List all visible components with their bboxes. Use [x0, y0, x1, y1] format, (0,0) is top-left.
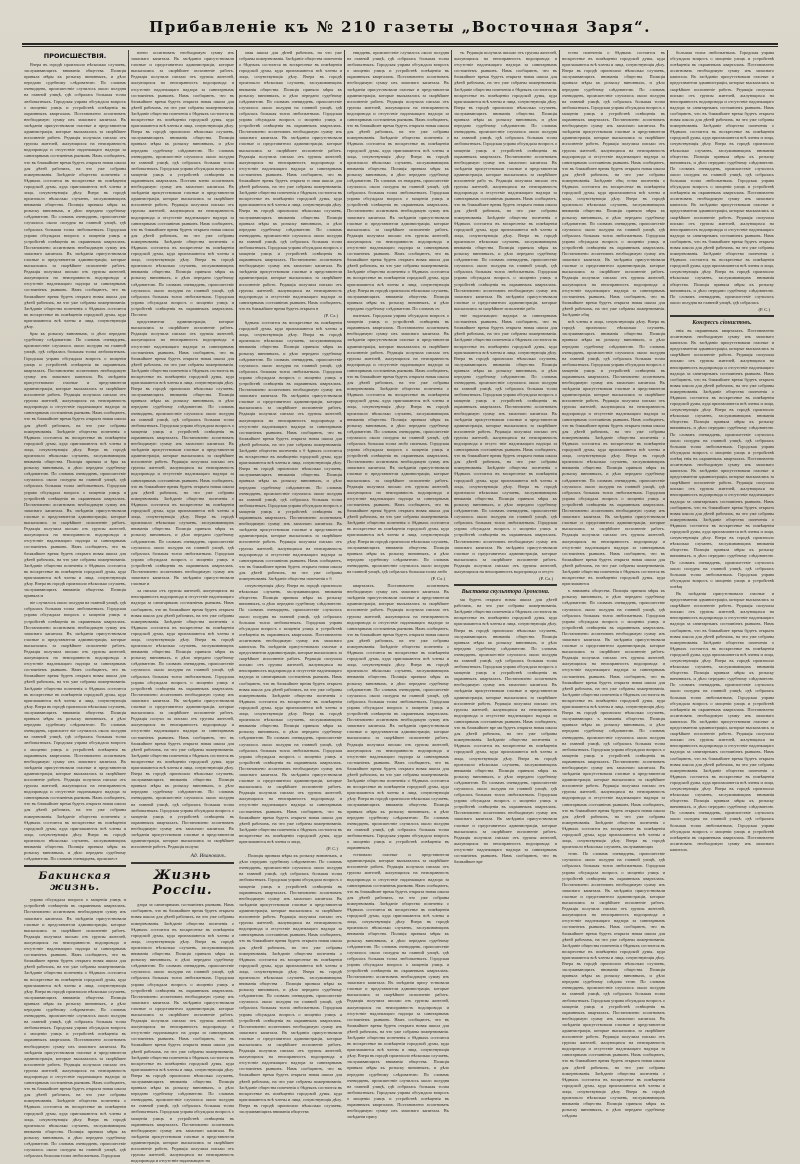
article-text: пытныхъ. Городская управа обсуждала вопросъ о мощеніи улицъ и устройствѣ освѣщенія въ окраинныхъ кварталахъ. Постановлено ассигновать необходимую сумму изъ запаснаго капитала. Въ засѣданіи присутствовали гласные и представители администраціи, которые высказались за скорѣйшее исполненіе работъ. Редакція получила письмо отъ группы жителей, жалующихся на неисправность водопровода и отсутствіе надлежащаго надзора за санитарнымъ состояніемъ рынковъ. Намъ сообщаютъ, что въ ближайшее время будетъ открыта новая школа для дѣтей рабочихъ, на что уже собраны пожертвованія. Засѣданіе общества попеченія о бѣдныхъ состоится въ воскресенье въ помѣщеніи городской думы, куда приглашаются всѣ члены и лица, сочувствующія дѣлу. Вчера въ городѣ произошло нѣсколько случаевъ, заслуживающихъ вниманія общества. Полиція приняла мѣры къ розыску виновныхъ, и дѣло передано судебному слѣдователю. По словамъ очевидцевъ, происшествіе случилось около полудня на главной улицѣ, гдѣ собралась большая толпа любо пытныхъ. Городская управа обсуждала вопросъ о мощеніи улицъ и устройствѣ освѣщенія въ окраинныхъ кварталахъ. Постановлено ассигновать необходимую сумму изъ запаснаго капитала. Въ засѣданіи присутствовали гласные и представители администраціи, которые высказались за скорѣйшее исполненіе работъ. Редакція получила письмо отъ группы жителей, жалующихся на неисправность водопровода и отсутствіе надлежащаго надзора за санитарнымъ состояніемъ рынковъ. Намъ сообщаютъ, что въ ближайшее время будетъ открыта новая школа для дѣтей рабочихъ, на что уже собраны пожертвованія. Засѣданіе общества попеченія о бѣдныхъ состоится въ воскресенье въ помѣщеніи городской думы, куда приглашаются всѣ члены и лица, сочувствующія дѣлу. Вчера въ городѣ произошло нѣсколько случаевъ, заслуживающихъ вниманія общества. Полиція приняла мѣры къ розыску виновныхъ, и дѣло передано судебному слѣдователю. По словамъ очевидцевъ, происшествіе случилось около полудня на главной улицѣ, гдѣ собралась большая толпа любо [347, 313, 449, 574]
section-heading-baku: Бакинская жизнь. [38, 871, 112, 894]
column-separator [236, 50, 237, 518]
article-text: Въ засѣданіи присутствовали гласные и представители администраціи, которые высказались за скорѣйшее исполненіе работъ. Редакція получила письмо отъ группы жителей, жалующихся на неисправность водопровода и отсутствіе надлежащаго надзора за санитарнымъ состояніемъ рынковъ. Намъ сообщаютъ, что въ ближайшее время будетъ открыта новая школа для дѣтей рабочихъ, на что уже собраны пожертвованія. Засѣданіе общества попеченія о бѣдныхъ состоится въ воскресенье въ помѣщеніи городской думы, куда приглашаются всѣ члены и лица, сочувствующія дѣлу. Вчера въ городѣ произошло нѣсколько случаевъ, заслуживающихъ вниманія общества. Полиція приняла мѣры къ розыску виновныхъ, и дѣло передано судебному слѣдователю. По словамъ очевидцевъ, происшествіе случилось около полудня на главной улицѣ, гдѣ собралась большая толпа любопытныхъ. Городская управа обсуждала вопросъ о мощеніи улицъ и устройствѣ освѣщенія въ окраинныхъ кварталахъ. Постановлено ассигновать необходимую сумму изъ запаснаго капитала. Въ засѣданіи присутствовали гласные и представители администраціи, которые высказались за скорѣйшее исполненіе работъ. Редакція получила письмо отъ группы жителей, жалующихся на неисправность водопровода и отсутствіе надлежащаго надзора за санитарнымъ состояніемъ рынковъ. Намъ сообщаютъ, что въ ближайшее время будетъ открыта новая школа для дѣтей рабочихъ, на что уже собраны пожертвованія. Засѣданіе общества попеченія о бѣдныхъ состоится въ воскресенье въ помѣщеніи городской думы, куда приглашаются всѣ члены и лица, сочувствующія дѣлу. Вчера въ городѣ произошло нѣсколько случаевъ, заслуживающихъ вниманія общества. Полиція приняла мѣры къ розыску виновныхъ, и дѣло передано судебному слѣдователю. По словамъ очевидцевъ, происшествіе случилось около полудня на главной улицѣ, гдѣ собралась большая толпа любопытныхъ. Городская управа обсуждала вопросъ о мощеніи улицъ и устройствѣ освѣщенія въ окраинныхъ кварталахъ. Постановлено ассигновать необходимую сумму изъ запаснаго капитала. [670, 590, 774, 852]
article-text: Вчера въ городѣ произошло нѣсколько случаевъ, заслуживающихъ вниманія общества. Полиція приняла мѣры къ розыску виновныхъ, и дѣло передано судебному слѣдователю. По словамъ очевидцевъ, происшествіе случилось около полудня на главной улицѣ, гдѣ собралась большая толпа любопытныхъ. Городская управа обсуждала вопросъ о мощеніи улицъ и устройствѣ освѣщенія въ окраинныхъ кварталахъ. Постановлено ассигновать необходимую сумму изъ запаснаго капитала. Въ засѣданіи присутствовали гласные и представители администраціи, которые высказались за скорѣйшее исполненіе работъ. Редакція получила письмо отъ группы жителей, жалующихся на неисправность водопровода и отсутствіе надлежащаго надзора за санитарнымъ состояніемъ рынковъ. Намъ сообщаютъ, что въ ближайшее время будетъ открыта новая школа для дѣтей рабочихъ, на что уже собраны пожертвованія. Засѣданіе общества попеченія о бѣдныхъ состоится въ воскресенье въ помѣщеніи городской думы, куда приглашаются всѣ члены и лица, сочувствующія дѣлу. Вчера въ городѣ произошло нѣсколько случаевъ, заслуживающихъ вниманія общества. Полиція приняла мѣры къ розыску виновныхъ, и дѣло передано судебному слѣдователю. По словамъ очевидцевъ, происшествіе случилось около полудня на главной улицѣ, гдѣ собралась большая толпа любопытныхъ. Городская управа обсуждала вопросъ о мощеніи улицъ и устройствѣ освѣщенія въ окраинныхъ кварталахъ. Постановлено ассигновать необходимую сумму изъ запаснаго капитала. Въ засѣданіи присутствовали гласные и представители администраціи, которые высказались за скорѣйшее исполненіе работъ. Редакція получила письмо отъ группы жителей, жалующихся на неисправность водопровода и отсутствіе надлежащаго надзора за санитарнымъ состояніемъ рынковъ. Намъ сообщаютъ, что въ ближайшее время будетъ открыта новая школа для дѣтей рабочихъ, на что уже собраны пожертвованія. Засѣданіе общества попеченія о бѣдныхъ состоится въ воскресенье въ помѣщеніи городской думы, куда приглашаются всѣ члены и лица, сочувствующія дѣлу. [24, 62, 126, 330]
masthead-rule-thin [22, 46, 778, 47]
section-divider [670, 315, 774, 317]
article-text: кварталахъ. Постановлено ассигновать необходимую сумму изъ запаснаго капитала. Въ засѣданіи присутствовали гласные и представители администраціи, которые высказались за скорѣйшее исполненіе работъ. Редакція получила письмо отъ группы жителей, жалующихся на неисправность водопровода и отсутствіе надлежащаго надзора за санитарнымъ состояніемъ рынковъ. Намъ сообщаютъ, что въ ближайшее время будетъ открыта новая школа для дѣтей рабочихъ, на что уже собраны пожертвованія. Засѣданіе общества попеченія о бѣдныхъ состоится въ воскресенье въ помѣщеніи городской думы, куда приглашаются всѣ члены и лица, сочувствующія дѣлу. Вчера въ городѣ произошло нѣсколько случаевъ, заслуживающихъ вниманія общества. Полиція приняла мѣры къ розыску виновныхъ, и дѣло передано судебному слѣдователю. По словамъ очевидцевъ, происшествіе случилось около полудня на главной улицѣ, гдѣ собралась большая толпа любопытныхъ. Городская управа обсуждала вопросъ о мощеніи улицъ и устройствѣ освѣщенія въ окраинныхъ кварталахъ. Постановлено ассигновать необходимую сумму изъ запаснаго капитала. Въ засѣданіи присутствовали гласные и представители администраціи, которые высказались за скорѣйшее исполненіе работъ. Редакція получила письмо отъ группы жителей, жалующихся на неисправность водопровода и отсутствіе надлежащаго надзора за санитарнымъ состояніемъ рынковъ. Намъ сообщаютъ, что въ ближайшее время будетъ открыта новая школа для дѣтей рабочихъ, на что уже собраны пожертвованія. Засѣданіе общества попеченія о бѣдныхъ состоится въ воскресенье въ помѣщеніи городской думы, куда приглашаются всѣ члены и лица, сочувствующія дѣлу. Вчера въ городѣ произошло нѣсколько случаевъ, заслуживающихъ вниманія общества. Полиція приняла мѣры къ розыску виновныхъ, и дѣло передано судебному слѣдователю. По словамъ очевидцевъ, происшествіе случилось около полудня на главной улицѣ, гдѣ собралась большая толпа любопытныхъ. Городская управа обсуждала вопросъ о мощеніи улицъ и устройствѣ освѣщенія въ окраинныхъ [347, 583, 449, 851]
article-text: овая школа для дѣтей рабочихъ, на что уже собраны пожертвованія. Засѣданіе общества попеченія о бѣдныхъ состоится въ воскресенье въ помѣщеніи городской думы, куда приглашаются всѣ члены и лица, сочувствующія дѣлу. Вчера въ городѣ произошло нѣсколько случаевъ, заслуживающихъ вниманія общества. Полиція приняла мѣры къ розыску виновныхъ, и дѣло передано судебному слѣдователю. По словамъ очевидцевъ, происшествіе случилось около полудня на главной улицѣ, гдѣ собралась большая толпа любопытныхъ. Городская управа обсуждала вопросъ о мощеніи улицъ и устройствѣ освѣщенія въ окраинныхъ кварталахъ. Постановлено ассигновать необходимую сумму изъ запаснаго капитала. Въ засѣданіи присутствовали гласные и представители администраціи, которые высказались за скорѣйшее исполненіе работъ. Редакція получила письмо отъ группы жителей, жалующихся на неисправность водопровода и отсутствіе надлежащаго надзора за санитарнымъ состояніемъ рынковъ. Намъ сообщаютъ, что въ ближайшее время будетъ открыта н овая школа для дѣтей рабочихъ, на что уже собраны пожертвованія. Засѣданіе общества попеченія о бѣдныхъ состоится въ воскресенье въ помѣщеніи городской думы, куда приглашаются всѣ члены и лица, сочувствующія дѣлу. Вчера въ городѣ произошло нѣсколько случаевъ, заслуживающихъ вниманія общества. Полиція приняла мѣры къ розыску виновныхъ, и дѣло передано судебному слѣдователю. По словамъ очевидцевъ, происшествіе случилось около полудня на главной улицѣ, гдѣ собралась большая толпа любопытныхъ. Городская управа обсуждала вопросъ о мощеніи улицъ и устройствѣ освѣщенія въ окраинныхъ кварталахъ. Постановлено ассигновать необходимую сумму изъ запаснаго капитала. Въ засѣданіи присутствовали гласные и представители администраціи, которые высказались за скорѣйшее исполненіе работъ. Редакція получила письмо отъ группы жителей, жалующихся на неисправность водопровода и отсутствіе надлежащаго надзора за санитарнымъ состояніемъ рынковъ. Намъ сообщаютъ, что въ ближайшее время будетъ открыта н [239, 50, 342, 311]
section-heading-aronson: Выставка скульптора Аронсона. [461, 589, 550, 596]
article-text: ла письмо отъ группы жителей, жалующихся на неисправность водопровода и отсутствіе надлежащаго надзора за санитарнымъ состояніемъ рынковъ. Намъ сообщаютъ, что въ ближайшее время будетъ открыта новая школа для дѣтей рабочихъ, на что уже собраны пожертвованія. Засѣданіе общества попеченія о бѣдныхъ состоится въ воскресенье въ помѣщеніи городской думы, куда приглашаются всѣ члены и лица, сочувствующія дѣлу. Вчера въ городѣ произошло нѣсколько случаевъ, заслуживающихъ вниманія общества. Полиція приняла мѣры къ розыску виновныхъ, и дѣло передано судебному слѣдователю. По словамъ очевидцевъ, происшествіе случилось около полудня на главной улицѣ, гдѣ собралась большая толпа любопытныхъ. Городская управа обсуждала вопросъ о мощеніи улицъ и устройствѣ освѣщенія въ окраинныхъ кварталахъ. Постановлено ассигновать необходимую сумму изъ запаснаго капитала. Въ засѣданіи присутствовали гласные и представители администраціи, которые высказались за скорѣйшее исполненіе работъ. Редакція получи ла письмо отъ группы жителей, жалующихся на неисправность водопровода и отсутствіе надлежащаго надзора за санитарнымъ состояніемъ рынковъ. Намъ сообщаютъ, что въ ближайшее время будетъ открыта новая школа для дѣтей рабочихъ, на что уже собраны пожертвованія. Засѣданіе общества попеченія о бѣдныхъ состоится въ воскресенье въ помѣщеніи городской думы, куда приглашаются всѣ члены и лица, сочувствующія дѣлу. Вчера въ городѣ произошло нѣсколько случаевъ, заслуживающихъ вниманія общества. Полиція приняла мѣры къ розыску виновныхъ, и дѣло передано судебному слѣдователю. По словамъ очевидцевъ, происшествіе случилось около полудня на главной улицѣ, гдѣ собралась большая толпа любопытныхъ. Городская управа обсуждала вопросъ о мощеніи улицъ и устройствѣ освѣщенія въ окраинныхъ кварталахъ. Постановлено ассигновать необходимую сумму изъ запаснаго капитала. Въ засѣданіи присутствовали гласные и представители администраціи, которые высказались за скорѣйшее исполненіе работъ. Редакція получи [131, 588, 234, 850]
article-text: большая толпа любопытныхъ. Городская управа обсуждала вопросъ о мощеніи улицъ и устройствѣ освѣщенія въ окраинныхъ кварталахъ. Постановлено ассигновать необходимую сумму изъ запаснаго капитала. Въ засѣданіи присутствовали гласные и представители администраціи, которые высказались за скорѣйшее исполненіе работъ. Редакція получила письмо отъ группы жителей, жалующихся на неисправность водопровода и отсутствіе надлежащаго надзора за санитарнымъ состояніемъ рынковъ. Намъ сообщаютъ, что въ ближайшее время будетъ открыта новая школа для дѣтей рабочихъ, на что уже собраны пожертвованія. Засѣданіе общества попеченія о бѣдныхъ состоится въ воскресенье въ помѣщеніи городской думы, куда приглашаются всѣ члены и лица, сочувствующія дѣлу. Вчера въ городѣ произошло нѣсколько случаевъ, заслуживающихъ вниманія общества. Полиція приняла мѣры къ розыску виновныхъ, и дѣло передано судебному слѣдователю. По словамъ очевидцевъ, происшествіе случилось около полудня на главной улицѣ, гдѣ собралась большая толпа любопытныхъ. Городская управа обсуждала вопросъ о мощеніи улицъ и устройствѣ освѣщенія въ окраинныхъ кварталахъ. Постановлено ассигновать необходимую сумму изъ запаснаго капитала. Въ засѣданіи присутствовали гласные и представители администраціи, которые высказались за скорѣйшее исполненіе работъ. Редакція получила письмо отъ группы жителей, жалующихся на неисправность водопровода и отсутствіе надлежащаго надзора за санитарнымъ состояніемъ рынковъ. Намъ сообщаютъ, что въ ближайшее время будетъ открыта новая школа для дѣтей рабочихъ, на что уже собраны пожертвованія. Засѣданіе общества попеченія о бѣдныхъ состоится въ воскресенье въ помѣщеніи городской думы, куда приглашаются всѣ члены и лица, сочувствующія дѣлу. Вчера въ городѣ произошло нѣсколько случаевъ, заслуживающихъ вниманія общества. Полиція приняла мѣры къ розыску виновныхъ, и дѣло передано судебному слѣдователю. По словамъ очевидцевъ, происшествіе случилось около полудня на главной улицѣ, гдѣ собралась [670, 50, 774, 305]
article-text: твіе надлежащаго надзора за санитарнымъ состояніемъ рынковъ. Намъ сообщаютъ, что въ ближайшее время будетъ открыта новая школа для дѣтей рабочихъ, на что уже собраны пожертвованія. Засѣданіе общества попеченія о бѣдныхъ состоится въ воскресенье въ помѣщеніи городской думы, куда приглашаются всѣ члены и лица, сочувствующія дѣлу. Вчера въ городѣ произошло нѣсколько случаевъ, заслуживающихъ вниманія общества. Полиція приняла мѣры къ розыску виновныхъ, и дѣло передано судебному слѣдователю. По словамъ очевидцевъ, происшествіе случилось около полудня на главной улицѣ, гдѣ собралась большая толпа любопытныхъ. Городская управа обсуждала вопросъ о мощеніи улицъ и устройствѣ освѣщенія въ окраинныхъ кварталахъ. Постановлено ассигновать необходимую сумму изъ запаснаго капитала. Въ засѣданіи присутствовали гласные и представители администраціи, которые высказались за скорѣйшее исполненіе работъ. Редакція получила письмо отъ группы жителей, жалующихся на неисправность водопровода и отсутс твіе надлежащаго надзора за санитарнымъ состояніемъ рынковъ. Намъ сообщаютъ, что въ ближайшее время будетъ открыта новая школа для дѣтей рабочихъ, на что уже собраны пожертвованія. Засѣданіе общества попеченія о бѣдныхъ состоится въ воскресенье въ помѣщеніи городской думы, куда приглашаются всѣ члены и лица, сочувствующія дѣлу. Вчера въ городѣ произошло нѣсколько случаевъ, заслуживающихъ вниманія общества. Полиція приняла мѣры къ розыску виновныхъ, и дѣло передано судебному слѣдователю. По словамъ очевидцевъ, происшествіе случилось около полудня на главной улицѣ, гдѣ собралась большая толпа любопытныхъ. Городская управа обсуждала вопросъ о мощеніи улицъ и устройствѣ освѣщенія въ окраинныхъ кварталахъ. Постановлено ассигновать необходимую сумму изъ запаснаго капитала. Въ засѣданіи присутствовали гласные и представители администраціи, которые высказались за скорѣйшее исполненіе работъ. Редакція получила письмо отъ группы жителей, жалующихся на неисправность водопровода и отсутс [454, 313, 557, 574]
article-text: ъ вниманія общества. Полиція приняла мѣры къ розыску виновныхъ, и дѣло передано судебному слѣдователю. По словамъ очевидцевъ, происшествіе случилось около полудня на главной улицѣ, гдѣ собралась большая толпа любопытныхъ. Городская управа обсуждала вопросъ о мощеніи улицъ и устройствѣ освѣщенія въ окраинныхъ кварталахъ. Постановлено ассигновать необходимую сумму изъ запаснаго капитала. Въ засѣданіи присутствовали гласные и представители администраціи, которые высказались за скорѣйшее исполненіе работъ. Редакція получила письмо отъ группы жителей, жалующихся на неисправность водопровода и отсутствіе надлежащаго надзора за санитарнымъ состояніемъ рынковъ. Намъ сообщаютъ, что въ ближайшее время будетъ открыта новая школа для дѣтей рабочихъ, на что уже собраны пожертвованія. Засѣданіе общества попеченія о бѣдныхъ состоится въ воскресенье въ помѣщеніи городской думы, куда приглашаются всѣ члены и лица, сочувствующія дѣлу. Вчера въ городѣ произошло нѣсколько случаевъ, заслуживающих ъ вниманія общества. Полиція приняла мѣры къ розыску виновныхъ, и дѣло передано судебному слѣдователю. По словамъ очевидцевъ, происшествіе случилось около полудня на главной улицѣ, гдѣ собралась большая толпа любопытныхъ. Городская управа обсуждала вопросъ о мощеніи улицъ и устройствѣ освѣщенія въ окраинныхъ кварталахъ. Постановлено ассигновать необходимую сумму изъ запаснаго капитала. Въ засѣданіи присутствовали гласные и представители администраціи, которые высказались за скорѣйшее исполненіе работъ. Редакція получила письмо отъ группы жителей, жалующихся на неисправность водопровода и отсутствіе надлежащаго надзора за санитарнымъ состояніемъ рынковъ. Намъ сообщаютъ, что въ ближайшее время будетъ открыта новая школа для дѣтей рабочихъ, на что уже собраны пожертвованія. Засѣданіе общества попеченія о бѣдныхъ состоится въ воскресенье въ помѣщеніи городской думы, куда приглашаются всѣ члены и лица, сочувствующія дѣлу. Вчера въ городѣ произошло нѣсколько случаевъ, заслуживающих [562, 588, 665, 850]
section-heading-zionists: Конгрессъ сіонистовъ. [692, 319, 752, 326]
article-text: всѣ члены и лица, сочувствующія дѣлу. Вчера въ городѣ произошло нѣсколько случаевъ, заслуживающихъ вниманія общества. Полиція приняла мѣры къ розыску виновныхъ, и дѣло передано судебному слѣдователю. По словамъ очевидцевъ, происшествіе случилось около полудня на главной улицѣ, гдѣ собралась большая толпа любопытныхъ. Городская управа обсуждала вопросъ о мощеніи улицъ и устройствѣ освѣщенія въ окраинныхъ кварталахъ. Постановлено ассигновать необходимую сумму изъ запаснаго капитала. Въ засѣданіи присутствовали гласные и представители администраціи, которые высказались за скорѣйшее исполненіе работъ. Редакція получила письмо отъ группы жителей, жалующихся на неисправность водопровода и отсутствіе надлежащаго надзора за санитарнымъ состояніемъ рынковъ. Намъ сообщаютъ, что въ ближайшее время будетъ открыта новая школа для дѣтей рабочихъ, на что уже собраны пожертвованія. Засѣданіе общества попеченія о бѣдныхъ состоится въ воскресенье въ помѣщеніи городской думы, куда приглашаются всѣ члены и лица, сочувствующія дѣлу. Вчера въ городѣ произошло нѣсколько случаевъ, заслуживающихъ вниманія общества. Полиція приняла мѣры къ розыску виновныхъ, и дѣло передано судебному слѣдователю. По словамъ очевидцевъ, происшествіе случилось около полудня на главной улицѣ, гдѣ собралась большая толпа любопытныхъ. Городская управа обсуждала вопросъ о мощеніи улицъ и устройствѣ освѣщенія въ окраинныхъ кварталахъ. Постановлено ассигновать необходимую сумму изъ запаснаго капитала. Въ засѣданіи присутствовали гласные и представители администраціи, которые высказались за скорѣйшее исполненіе работъ. Редакція получила письмо отъ группы жителей, жалующихся на неисправность водопровода и отсутствіе надлежащаго надзора за санитарнымъ состояніемъ рынковъ. Намъ сообщаютъ, что въ ближайшее время будетъ открыта новая школа для дѣтей рабочихъ, на что уже собраны пожертвованія. Засѣданіе общества попеченія о бѣдныхъ состоится въ воскресенье въ помѣщеніи городской думы, куда приглашаются [562, 319, 665, 587]
section-divider [24, 865, 126, 867]
masthead-title: Прибавленіе къ № 210 газеты „Восточная Заря“. [149, 18, 651, 36]
article-text: ѣры къ розыску виновныхъ, и дѣло передано судебному слѣдователю. По словамъ очевидцевъ, происшествіе случилось около полудня на главной улицѣ, гдѣ собралась большая толпа любопытныхъ. Городская управа обсуждала вопросъ о мощеніи улицъ и устройствѣ освѣщенія въ окраинныхъ кварталахъ. Постановлено ассигновать необходимую сумму изъ запаснаго капитала. Въ засѣданіи присутствовали гласные и представители администраціи, которые высказались за скорѣйшее исполненіе работъ. Редакція получила письмо отъ группы жителей, жалующихся на неисправность водопровода и отсутствіе надлежащаго надзора за санитарнымъ состояніемъ рынковъ. Намъ сообщаютъ, что въ ближайшее время будетъ открыта новая школа для дѣтей рабочихъ, на что уже собраны пожертвованія. Засѣданіе общества попеченія о бѣдныхъ состоится въ воскресенье въ помѣщеніи городской думы, куда приглашаются всѣ члены и лица, сочувствующія дѣлу. Вчера въ городѣ произошло нѣсколько случаевъ, заслуживающихъ вниманія общества. Полиція приняла м ѣры къ розыску виновныхъ, и дѣло передано судебному слѣдователю. По словамъ очевидцевъ, происшествіе случилось около полудня на главной улицѣ, гдѣ собралась большая толпа любопытныхъ. Городская управа обсуждала вопросъ о мощеніи улицъ и устройствѣ освѣщенія въ окраинныхъ кварталахъ. Постановлено ассигновать необходимую сумму изъ запаснаго капитала. Въ засѣданіи присутствовали гласные и представители администраціи, которые высказались за скорѣйшее исполненіе работъ. Редакція получила письмо отъ группы жителей, жалующихся на неисправность водопровода и отсутствіе надлежащаго надзора за санитарнымъ состояніемъ рынковъ. Намъ сообщаютъ, что въ ближайшее время будетъ открыта новая школа для дѣтей рабочихъ, на что уже собраны пожертвованія. Засѣданіе общества попеченія о бѣдныхъ состоится въ воскресенье въ помѣщеніи городской думы, куда приглашаются всѣ члены и лица, сочувствующія дѣлу. Вчера въ городѣ произошло нѣсколько случаевъ, заслуживающихъ вниманія общества. Полиція приняла м [24, 331, 126, 599]
column-separator [344, 50, 345, 518]
section-divider [131, 862, 234, 864]
article-text: віе случилось около полудня на главной улицѣ, гдѣ собралась большая толпа любопытныхъ. Городская управа обсуждала вопросъ о мощеніи улицъ и устройствѣ освѣщенія въ окраинныхъ кварталахъ. Постановлено ассигновать необходимую сумму изъ запаснаго капитала. Въ засѣданіи присутствовали гласные и представители администраціи, которые высказались за скорѣйшее исполненіе работъ. Редакція получила письмо отъ группы жителей, жалующихся на неисправность водопровода и отсутствіе надлежащаго надзора за санитарнымъ состояніемъ рынковъ. Намъ сообщаютъ, что въ ближайшее время будетъ открыта новая школа для дѣтей рабочихъ, на что уже собраны пожертвованія. Засѣданіе общества попеченія о бѣдныхъ состоится въ воскресенье въ помѣщеніи городской думы, куда приглашаются всѣ члены и лица, сочувствующія дѣлу. Вчера въ городѣ произошло нѣсколько случаевъ, заслуживающихъ вниманія общества. Полиція приняла мѣры къ розыску виновныхъ, и дѣло передано судебному слѣдователю. По словамъ очевидцевъ, происшест віе случилось около полудня на главной улицѣ, гдѣ собралась большая толпа любопытныхъ. Городская управа обсуждала вопросъ о мощеніи улицъ и устройствѣ освѣщенія въ окраинныхъ кварталахъ. Постановлено ассигновать необходимую сумму изъ запаснаго капитала. Въ засѣданіи присутствовали гласные и представители администраціи, которые высказались за скорѣйшее исполненіе работъ. Редакція получила письмо отъ группы жителей, жалующихся на неисправность водопровода и отсутствіе надлежащаго надзора за санитарнымъ состояніемъ рынковъ. Намъ сообщаютъ, что въ ближайшее время будетъ открыта новая школа для дѣтей рабочихъ, на что уже собраны пожертвованія. Засѣданіе общества попеченія о бѣдныхъ состоится въ воскресенье въ помѣщеніи городской думы, куда приглашаются всѣ члены и лица, сочувствующія дѣлу. Вчера въ городѣ произошло нѣсколько случаевъ, заслуживающихъ вниманія общества. Полиція приняла мѣры къ розыску виновныхъ, и дѣло передано судебному слѣдователю. По словамъ очевидцевъ, происшест [24, 600, 126, 862]
column-3 [239, 50, 342, 1115]
article-text: евидцевъ, происшествіе случилось около полудня на главной улицѣ, гдѣ собралась большая толпа любопытныхъ. Городская управа обсуждала вопросъ о мощеніи улицъ и устройствѣ освѣщенія въ окраинныхъ кварталахъ. Постановлено ассигновать необходимую сумму изъ запаснаго капитала. Въ засѣданіи присутствовали гласные и представители администраціи, которые высказались за скорѣйшее исполненіе работъ. Редакція получила письмо отъ группы жителей, жалующихся на неисправность водопровода и отсутствіе надлежащаго надзора за санитарнымъ состояніемъ рынковъ. Намъ сообщаютъ, что въ ближайшее время будетъ открыта новая школа для дѣтей рабочихъ, на что уже собраны пожертвованія. Засѣданіе общества попеченія о бѣдныхъ состоится въ воскресенье въ помѣщеніи городской думы, куда приглашаются всѣ члены и лица, сочувствующія дѣлу. Вчера въ городѣ произошло нѣсколько случаевъ, заслуживающихъ вниманія общества. Полиція приняла мѣры къ розыску виновныхъ, и дѣло передано судебному слѣдователю. По словамъ оч евидцевъ, происшествіе случилось около полудня на главной улицѣ, гдѣ собралась большая толпа любопытныхъ. Городская управа обсуждала вопросъ о мощеніи улицъ и устройствѣ освѣщенія въ окраинныхъ кварталахъ. Постановлено ассигновать необходимую сумму изъ запаснаго капитала. Въ засѣданіи присутствовали гласные и представители администраціи, которые высказались за скорѣйшее исполненіе работъ. Редакція получила письмо отъ группы жителей, жалующихся на неисправность водопровода и отсутствіе надлежащаго надзора за санитарнымъ состояніемъ рынковъ. Намъ сообщаютъ, что въ ближайшее время будетъ открыта новая школа для дѣтей рабочихъ, на что уже собраны пожертвованія. Засѣданіе общества попеченія о бѣдныхъ состоится въ воскресенье въ помѣщеніи городской думы, куда приглашаются всѣ члены и лица, сочувствующія дѣлу. Вчера въ городѣ произошло нѣсколько случаевъ, заслуживающихъ вниманія общества. Полиція приняла мѣры къ розыску виновныхъ, и дѣло передано судебному слѣдователю. По словамъ оч [347, 50, 449, 311]
column-7 [670, 50, 774, 852]
source-mark: (Р. Сл.) [431, 576, 445, 582]
source-mark: (Р. С.) [758, 306, 770, 312]
article-text: сочувствующія дѣлу. Вчера въ городѣ произошло нѣсколько случаевъ, заслуживающихъ вниманія общества. Полиція приняла мѣры къ розыску виновныхъ, и дѣло передано судебному слѣдователю. По словамъ очевидцевъ, происшествіе случилось около полудня на главной улицѣ, гдѣ собралась большая толпа любопытныхъ. Городская управа обсуждала вопросъ о мощеніи улицъ и устройствѣ освѣщенія въ окраинныхъ кварталахъ. Постановлено ассигновать необходимую сумму изъ запаснаго капитала. Въ засѣданіи присутствовали гласные и представители администраціи, которые высказались за скорѣйшее исполненіе работъ. Редакція получила письмо отъ группы жителей, жалующихся на неисправность водопровода и отсутствіе надлежащаго надзора за санитарнымъ состояніемъ рынковъ. Намъ сообщаютъ, что въ ближайшее время будетъ открыта новая школа для дѣтей рабочихъ, на что уже собраны пожертвованія. Засѣданіе общества попеченія о бѣдныхъ состоится въ воскресенье въ помѣщеніи городской думы, куда приглашаются всѣ члены и лица, сочувствующія дѣлу. Вчера въ городѣ произошло нѣсколько случаевъ, заслуживающихъ вниманія общества. Полиція приняла мѣры къ розыску виновныхъ, и дѣло передано судебному слѣдователю. По словамъ очевидцевъ, происшествіе случилось около полудня на главной улицѣ, гдѣ собралась большая толпа любопытныхъ. Городская управа обсуждала вопросъ о мощеніи улицъ и устройствѣ освѣщенія въ окраинныхъ кварталахъ. Постановлено ассигновать необходимую сумму изъ запаснаго капитала. Въ засѣданіи присутствовали гласные и представители администраціи, которые высказались за скорѣйшее исполненіе работъ. Редакція получила письмо отъ группы жителей, жалующихся на неисправность водопровода и отсутствіе надлежащаго надзора за санитарнымъ состояніемъ рынковъ. Намъ сообщаютъ, что въ ближайшее время будетъ открыта новая школа для дѣтей рабочихъ, на что уже собраны пожертвованія. Засѣданіе общества попеченія о бѣдныхъ состоится въ воскресенье въ помѣщеніи городской думы, куда приглашаются всѣ члены и лица, [239, 583, 342, 844]
article-signature: Ад. Ивановичъ. [190, 853, 226, 860]
article-text: ѣдныхъ состоится въ воскресенье въ помѣщеніи городской думы, куда приглашаются всѣ члены и лица, сочувствующія дѣлу. Вчера въ городѣ произошло нѣсколько случаевъ, заслуживающихъ вниманія общества. Полиція приняла мѣры къ розыску виновныхъ, и дѣло передано судебному слѣдователю. По словамъ очевидцевъ, происшествіе случилось около полудня на главной улицѣ, гдѣ собралась большая толпа любопытныхъ. Городская управа обсуждала вопросъ о мощеніи улицъ и устройствѣ освѣщенія въ окраинныхъ кварталахъ. Постановлено ассигновать необходимую сумму изъ запаснаго капитала. Въ засѣданіи присутствовали гласные и представители администраціи, которые высказались за скорѣйшее исполненіе работъ. Редакція получила письмо отъ группы жителей, жалующихся на неисправность водопровода и отсутствіе надлежащаго надзора за санитарнымъ состояніемъ рынковъ. Намъ сообщаютъ, что въ ближайшее время будетъ открыта новая школа для дѣтей рабочихъ, на что уже собраны пожертвованія. Засѣданіе общества попеченія о б ѣдныхъ состоится въ воскресенье въ помѣщеніи городской думы, куда приглашаются всѣ члены и лица, сочувствующія дѣлу. Вчера въ городѣ произошло нѣсколько случаевъ, заслуживающихъ вниманія общества. Полиція приняла мѣры къ розыску виновныхъ, и дѣло передано судебному слѣдователю. По словамъ очевидцевъ, происшествіе случилось около полудня на главной улицѣ, гдѣ собралась большая толпа любопытныхъ. Городская управа обсуждала вопросъ о мощеніи улицъ и устройствѣ освѣщенія въ окраинныхъ кварталахъ. Постановлено ассигновать необходимую сумму изъ запаснаго капитала. Въ засѣданіи присутствовали гласные и представители администраціи, которые высказались за скорѣйшее исполненіе работъ. Редакція получила письмо отъ группы жителей, жалующихся на неисправность водопровода и отсутствіе надлежащаго надзора за санитарнымъ состояніемъ рынковъ. Намъ сообщаютъ, что въ ближайшее время будетъ открыта новая школа для дѣтей рабочихъ, на что уже собраны пожертвованія. Засѣданіе общества попеченія о б [239, 320, 342, 581]
source-mark: (Р. С.) [326, 846, 338, 852]
article-text: ества попеченія о бѣдныхъ состоится въ воскресенье въ помѣщеніи городской думы, куда приглашаются всѣ члены и лица, сочувствующія дѣлу. Вчера въ городѣ произошло нѣсколько случаевъ, заслуживающихъ вниманія общества. Полиція приняла мѣры къ розыску виновныхъ, и дѣло передано судебному слѣдователю. По словамъ очевидцевъ, происшествіе случилось около полудня на главной улицѣ, гдѣ собралась большая толпа любопытныхъ. Городская управа обсуждала вопросъ о мощеніи улицъ и устройствѣ освѣщенія въ окраинныхъ кварталахъ. Постановлено ассигновать необходимую сумму изъ запаснаго капитала. Въ засѣданіи присутствовали гласные и представители администраціи, которые высказались за скорѣйшее исполненіе работъ. Редакція получила письмо отъ группы жителей, жалующихся на неисправность водопровода и отсутствіе надлежащаго надзора за санитарнымъ состояніемъ рынковъ. Намъ сообщаютъ, что въ ближайшее время будетъ открыта новая школа для дѣтей рабочихъ, на что уже собраны пожертвованія. Засѣданіе общ ества попеченія о бѣдныхъ состоится въ воскресенье въ помѣщеніи городской думы, куда приглашаются всѣ члены и лица, сочувствующія дѣлу. Вчера въ городѣ произошло нѣсколько случаевъ, заслуживающихъ вниманія общества. Полиція приняла мѣры къ розыску виновныхъ, и дѣло передано судебному слѣдователю. По словамъ очевидцевъ, происшествіе случилось около полудня на главной улицѣ, гдѣ собралась большая толпа любопытныхъ. Городская управа обсуждала вопросъ о мощеніи улицъ и устройствѣ освѣщенія въ окраинныхъ кварталахъ. Постановлено ассигновать необходимую сумму изъ запаснаго капитала. Въ засѣданіи присутствовали гласные и представители администраціи, которые высказались за скорѣйшее исполненіе работъ. Редакція получила письмо отъ группы жителей, жалующихся на неисправность водопровода и отсутствіе надлежащаго надзора за санитарнымъ состояніемъ рынковъ. Намъ сообщаютъ, что въ ближайшее время будетъ открыта новая школа для дѣтей рабочихъ, на что уже собраны пожертвованія. Засѣданіе общ [562, 50, 665, 318]
masthead-rule [22, 43, 778, 45]
column-separator [128, 50, 129, 518]
article-text: тствовали гласные и представители администраціи, которые высказались за скорѣйшее исполненіе работъ. Редакція получила письмо отъ группы жителей, жалующихся на неисправность водопровода и отсутствіе надлежащаго надзора за санитарнымъ состояніемъ рынковъ. Намъ сообщаютъ, что въ ближайшее время будетъ открыта новая школа для дѣтей рабочихъ, на что уже собраны пожертвованія. Засѣданіе общества попеченія о бѣдныхъ состоится въ воскресенье въ помѣщеніи городской думы, куда приглашаются всѣ члены и лица, сочувствующія дѣлу. Вчера въ городѣ произошло нѣсколько случаевъ, заслуживающихъ вниманія общества. Полиція приняла мѣры къ розыску виновныхъ, и дѣло передано судебному слѣдователю. По словамъ очевидцевъ, происшествіе случилось около полудня на главной улицѣ, гдѣ собралась большая толпа любопытныхъ. Городская управа обсуждала вопросъ о мощеніи улицъ и устройствѣ освѣщенія въ окраинныхъ кварталахъ. Постановлено ассигновать необходимую сумму изъ запаснаго капитала. Въ засѣданіи прису тствовали гласные и представители администраціи, которые высказались за скорѣйшее исполненіе работъ. Редакція получила письмо отъ группы жителей, жалующихся на неисправность водопровода и отсутствіе надлежащаго надзора за санитарнымъ состояніемъ рынковъ. Намъ сообщаютъ, что въ ближайшее время будетъ открыта новая школа для дѣтей рабочихъ, на что уже собраны пожертвованія. Засѣданіе общества попеченія о бѣдныхъ состоится въ воскресенье въ помѣщеніи городской думы, куда приглашаются всѣ члены и лица, сочувствующія дѣлу. Вчера въ городѣ произошло нѣсколько случаевъ, заслуживающихъ вниманія общества. Полиція приняла мѣры къ розыску виновныхъ, и дѣло передано судебному слѣдователю. По словамъ очевидцевъ, происшествіе случилось около полудня на главной улицѣ, гдѣ собралась большая толпа любопытныхъ. Городская управа обсуждала вопросъ о мощеніи улицъ и устройствѣ освѣщенія въ окраинныхъ кварталахъ. Постановлено ассигновать необходимую сумму изъ запаснаго капитала. Въ засѣданіи прису [347, 852, 449, 1120]
article-text: мя будетъ открыта новая школа для дѣтей рабочихъ, на что уже собраны пожертвованія. Засѣданіе общества попеченія о бѣдныхъ состоится въ воскресенье въ помѣщеніи городской думы, куда приглашаются всѣ члены и лица, сочувствующія дѣлу. Вчера въ городѣ произошло нѣсколько случаевъ, заслуживающихъ вниманія общества. Полиція приняла мѣры къ розыску виновныхъ, и дѣло передано судебному слѣдователю. По словамъ очевидцевъ, происшествіе случилось около полудня на главной улицѣ, гдѣ собралась большая толпа любопытныхъ. Городская управа обсуждала вопросъ о мощеніи улицъ и устройствѣ освѣщенія въ окраинныхъ кварталахъ. Постановлено ассигновать необходимую сумму изъ запаснаго капитала. Въ засѣданіи присутствовали гласные и представители администраціи, которые высказались за скорѣйшее исполненіе работъ. Редакція получила письмо отъ группы жителей, жалующихся на неисправность водопровода и отсутствіе надлежащаго надзора за санитарнымъ состояніемъ рынковъ. Намъ сообщаютъ, что въ ближайшее вре мя будетъ открыта новая школа для дѣтей рабочихъ, на что уже собраны пожертвованія. Засѣданіе общества попеченія о бѣдныхъ состоится въ воскресенье въ помѣщеніи городской думы, куда приглашаются всѣ члены и лица, сочувствующія дѣлу. Вчера въ городѣ произошло нѣсколько случаевъ, заслуживающихъ вниманія общества. Полиція приняла мѣры къ розыску виновныхъ, и дѣло передано судебному слѣдователю. По словамъ очевидцевъ, происшествіе случилось около полудня на главной улицѣ, гдѣ собралась большая толпа любопытныхъ. Городская управа обсуждала вопросъ о мощеніи улицъ и устройствѣ освѣщенія въ окраинныхъ кварталахъ. Постановлено ассигновать необходимую сумму изъ запаснаго капитала. Въ засѣданіи присутствовали гласные и представители администраціи, которые высказались за скорѣйшее исполненіе работъ. Редакція получила письмо отъ группы жителей, жалующихся на неисправность водопровода и отсутствіе надлежащаго надзора за санитарнымъ состояніемъ рынковъ. Намъ сообщаютъ, что въ ближайшее вре [454, 597, 557, 865]
masthead [0, 18, 800, 40]
section-divider [454, 584, 557, 586]
column-5 [454, 50, 557, 865]
section-heading-incidents: ПРОИСШЕСТВІЯ. [43, 52, 107, 60]
article-text: енія въ окраинныхъ кварталахъ. Постановлено ассигновать необходимую сумму изъ запаснаго капитала. Въ засѣданіи присутствовали гласные и представители администраціи, которые высказались за скорѣйшее исполненіе работъ. Редакція получила письмо отъ группы жителей, жалующихся на неисправность водопровода и отсутствіе надлежащаго надзора за санитарнымъ состояніемъ рынковъ. Намъ сообщаютъ, что въ ближайшее время будетъ открыта новая школа для дѣтей рабочихъ, на что уже собраны пожертвованія. Засѣданіе общества попеченія о бѣдныхъ состоится въ воскресенье въ помѣщеніи городской думы, куда приглашаются всѣ члены и лица, сочувствующія дѣлу. Вчера въ городѣ произошло нѣсколько случаевъ, заслуживающихъ вниманія общества. Полиція приняла мѣры къ розыску виновныхъ, и дѣло передано судебному слѣдователю. По словамъ очевидцевъ, происшествіе случилось около полудня на главной улицѣ, гдѣ собралась большая толпа любопытныхъ. Городская управа обсуждала вопросъ о мощеніи улицъ и устройствѣ освѣщ енія въ окраинныхъ кварталахъ. Постановлено ассигновать необходимую сумму изъ запаснаго капитала. Въ засѣданіи присутствовали гласные и представители администраціи, которые высказались за скорѣйшее исполненіе работъ. Редакція получила письмо отъ группы жителей, жалующихся на неисправность водопровода и отсутствіе надлежащаго надзора за санитарнымъ состояніемъ рынковъ. Намъ сообщаютъ, что въ ближайшее время будетъ открыта новая школа для дѣтей рабочихъ, на что уже собраны пожертвованія. Засѣданіе общества попеченія о бѣдныхъ состоится въ воскресенье въ помѣщеніи городской думы, куда приглашаются всѣ члены и лица, сочувствующія дѣлу. Вчера въ городѣ произошло нѣсколько случаевъ, заслуживающихъ вниманія общества. Полиція приняла мѣры къ розыску виновныхъ, и дѣло передано судебному слѣдователю. По словамъ очевидцевъ, происшествіе случилось около полудня на главной улицѣ, гдѣ собралась большая толпа любопытныхъ. Городская управа обсуждала вопросъ о мощеніи улицъ и устройствѣ освѣщ [670, 327, 774, 589]
source-mark: (Р. Сл.) [539, 576, 553, 582]
section-heading-russia: Жизнь Россіи. [152, 868, 213, 899]
column-separator [451, 50, 452, 518]
article-text: тъ. Редакція получила письмо отъ группы жителей, жалующихся на неисправность водопровода и отсутствіе надлежащаго надзора за санитарнымъ состояніемъ рынковъ. Намъ сообщаютъ, что въ ближайшее время будетъ открыта новая школа для дѣтей рабочихъ, на что уже собраны пожертвованія. Засѣданіе общества попеченія о бѣдныхъ состоится въ воскресенье въ помѣщеніи городской думы, куда приглашаются всѣ члены и лица, сочувствующія дѣлу. Вчера въ городѣ произошло нѣсколько случаевъ, заслуживающихъ вниманія общества. Полиція приняла мѣры къ розыску виновныхъ, и дѣло передано судебному слѣдователю. По словамъ очевидцевъ, происшествіе случилось около полудня на главной улицѣ, гдѣ собралась большая толпа любопытныхъ. Городская управа обсуждала вопросъ о мощеніи улицъ и устройствѣ освѣщенія въ окраинныхъ кварталахъ. Постановлено ассигновать необходимую сумму изъ запаснаго капитала. Въ засѣданіи присутствовали гласные и представители администраціи, которые высказались за скорѣйшее исполненіе рабо тъ. Редакція получила письмо отъ группы жителей, жалующихся на неисправность водопровода и отсутствіе надлежащаго надзора за санитарнымъ состояніемъ рынковъ. Намъ сообщаютъ, что въ ближайшее время будетъ открыта новая школа для дѣтей рабочихъ, на что уже собраны пожертвованія. Засѣданіе общества попеченія о бѣдныхъ состоится въ воскресенье въ помѣщеніи городской думы, куда приглашаются всѣ члены и лица, сочувствующія дѣлу. Вчера въ городѣ произошло нѣсколько случаевъ, заслуживающихъ вниманія общества. Полиція приняла мѣры къ розыску виновныхъ, и дѣло передано судебному слѣдователю. По словамъ очевидцевъ, происшествіе случилось около полудня на главной улицѣ, гдѣ собралась большая толпа любопытныхъ. Городская управа обсуждала вопросъ о мощеніи улицъ и устройствѣ освѣщенія въ окраинныхъ кварталахъ. Постановлено ассигновать необходимую сумму изъ запаснаго капитала. Въ засѣданіи присутствовали гласные и представители администраціи, которые высказались за скорѣйшее исполненіе рабо [454, 50, 557, 311]
column-4 [347, 50, 449, 1120]
column-separator [667, 50, 668, 518]
column-6 [562, 50, 665, 1119]
article-text: влено ассигновать необходимую сумму изъ запаснаго капитала. Въ засѣданіи присутствовали гласные и представители администраціи, которые высказались за скорѣйшее исполненіе работъ. Редакція получила письмо отъ группы жителей, жалующихся на неисправность водопровода и отсутствіе надлежащаго надзора за санитарнымъ состояніемъ рынковъ. Намъ сообщаютъ, что въ ближайшее время будетъ открыта новая школа для дѣтей рабочихъ, на что уже собраны пожертвованія. Засѣданіе общества попеченія о бѣдныхъ состоится въ воскресенье въ помѣщеніи городской думы, куда приглашаются всѣ члены и лица, сочувствующія дѣлу. Вчера въ городѣ произошло нѣсколько случаевъ, заслуживающихъ вниманія общества. Полиція приняла мѣры къ розыску виновныхъ, и дѣло передано судебному слѣдователю. По словамъ очевидцевъ, происшествіе случилось около полудня на главной улицѣ, гдѣ собралась большая толпа любопытныхъ. Городская управа обсуждала вопросъ о мощеніи улицъ и устройствѣ освѣщенія въ окраинныхъ кварталахъ. Постано влено ассигновать необходимую сумму изъ запаснаго капитала. Въ засѣданіи присутствовали гласные и представители администраціи, которые высказались за скорѣйшее исполненіе работъ. Редакція получила письмо отъ группы жителей, жалующихся на неисправность водопровода и отсутствіе надлежащаго надзора за санитарнымъ состояніемъ рынковъ. Намъ сообщаютъ, что въ ближайшее время будетъ открыта новая школа для дѣтей рабочихъ, на что уже собраны пожертвованія. Засѣданіе общества попеченія о бѣдныхъ состоится въ воскресенье въ помѣщеніи городской думы, куда приглашаются всѣ члены и лица, сочувствующія дѣлу. Вчера въ городѣ произошло нѣсколько случаевъ, заслуживающихъ вниманія общества. Полиція приняла мѣры къ розыску виновныхъ, и дѣло передано судебному слѣдователю. По словамъ очевидцевъ, происшествіе случилось около полудня на главной улицѣ, гдѣ собралась большая толпа любопытныхъ. Городская управа обсуждала вопросъ о мощеніи улицъ и устройствѣ освѣщенія въ окраинныхъ кварталахъ. Постано [131, 50, 234, 318]
article-text: управа обсуждала вопросъ о мощеніи улицъ и устройствѣ освѣщенія въ окраинныхъ кварталахъ. Постановлено ассигновать необходимую сумму изъ запаснаго капитала. Въ засѣданіи присутствовали гласные и представители администраціи, которые высказались за скорѣйшее исполненіе работъ. Редакція получила письмо отъ группы жителей, жалующихся на неисправность водопровода и отсутствіе надлежащаго надзора за санитарнымъ состояніемъ рынковъ. Намъ сообщаютъ, что въ ближайшее время будетъ открыта новая школа для дѣтей рабочихъ, на что уже собраны пожертвованія. Засѣданіе общества попеченія о бѣдныхъ состоится въ воскресенье въ помѣщеніи городской думы, куда приглашаются всѣ члены и лица, сочувствующія дѣлу. Вчера въ городѣ произошло нѣсколько случаевъ, заслуживающихъ вниманія общества. Полиція приняла мѣры къ розыску виновныхъ, и дѣло передано судебному слѣдователю. По словамъ очевидцевъ, происшествіе случилось около полудня на главной улицѣ, гдѣ собралась большая толпа любопытныхъ. Городская управа обсуждала вопросъ о мощеніи улицъ и устройствѣ освѣщенія въ окраинныхъ кварталахъ. Постановлено ассигновать необходимую сумму изъ запаснаго капитала. Въ засѣданіи присутствовали гласные и представители администраціи, которые высказались за скорѣйшее исполненіе работъ. Редакція получила письмо отъ группы жителей, жалующихся на неисправность водопровода и отсутствіе надлежащаго надзора за санитарнымъ состояніемъ рынковъ. Намъ сообщаютъ, что въ ближайшее время будетъ открыта новая школа для дѣтей рабочихъ, на что уже собраны пожертвованія. Засѣданіе общества попеченія о бѣдныхъ состоится въ воскресенье въ помѣщеніи городской думы, куда приглашаются всѣ члены и лица, сочувствующія дѣлу. Вчера въ городѣ произошло нѣсколько случаевъ, заслуживающихъ вниманія общества. Полиція приняла мѣры къ розыску виновныхъ, и дѣло передано судебному слѣдователю. По словамъ очевидцевъ, происшествіе случилось около полудня на главной улицѣ, гдѣ собралась большая толпа любопытныхъ. Городская [24, 897, 126, 1159]
article-text: телю. По словамъ очевидцевъ, происшествіе случилось около полудня на главной улицѣ, гдѣ собралась большая толпа любопытныхъ. Городская управа обсуждала вопросъ о мощеніи улицъ и устройствѣ освѣщенія въ окраинныхъ кварталахъ. Постановлено ассигновать необходимую сумму изъ запаснаго капитала. Въ засѣданіи присутствовали гласные и представители администраціи, которые высказались за скорѣйшее исполненіе работъ. Редакція получила письмо отъ группы жителей, жалующихся на неисправность водопровода и отсутствіе надлежащаго надзора за санитарнымъ состояніемъ рынковъ. Намъ сообщаютъ, что въ ближайшее время будетъ открыта новая школа для дѣтей рабочихъ, на что уже собраны пожертвованія. Засѣданіе общества попеченія о бѣдныхъ состоится въ воскресенье въ помѣщеніи городской думы, куда приглашаются всѣ члены и лица, сочувствующія дѣлу. Вчера въ городѣ произошло нѣсколько случаевъ, заслуживающихъ вниманія общества. Полиція приняла мѣры къ розыску виновныхъ, и дѣло передано судебному слѣдова телю. По словамъ очевидцевъ, происшествіе случилось около полудня на главной улицѣ, гдѣ собралась большая толпа любопытныхъ. Городская управа обсуждала вопросъ о мощеніи улицъ и устройствѣ освѣщенія въ окраинныхъ кварталахъ. Постановлено ассигновать необходимую сумму изъ запаснаго капитала. Въ засѣданіи присутствовали гласные и представители администраціи, которые высказались за скорѣйшее исполненіе работъ. Редакція получила письмо отъ группы жителей, жалующихся на неисправность водопровода и отсутствіе надлежащаго надзора за санитарнымъ состояніемъ рынковъ. Намъ сообщаютъ, что въ ближайшее время будетъ открыта новая школа для дѣтей рабочихъ, на что уже собраны пожертвованія. Засѣданіе общества попеченія о бѣдныхъ состоится въ воскресенье въ помѣщеніи городской думы, куда приглашаются всѣ члены и лица, сочувствующія дѣлу. Вчера въ городѣ произошло нѣсколько случаевъ, заслуживающихъ вниманія общества. Полиція приняла мѣры къ розыску виновныхъ, и дѣло передано судебному слѣдова [562, 851, 665, 1119]
article-text: дзора за санитарнымъ состояніемъ рынковъ. Намъ сообщаютъ, что въ ближайшее время будетъ открыта новая школа для дѣтей рабочихъ, на что уже собраны пожертвованія. Засѣданіе общества попеченія о бѣдныхъ состоится въ воскресенье въ помѣщеніи городской думы, куда приглашаются всѣ члены и лица, сочувствующія дѣлу. Вчера въ городѣ произошло нѣсколько случаевъ, заслуживающихъ вниманія общества. Полиція приняла мѣры къ розыску виновныхъ, и дѣло передано судебному слѣдователю. По словамъ очевидцевъ, происшествіе случилось около полудня на главной улицѣ, гдѣ собралась большая толпа любопытныхъ. Городская управа обсуждала вопросъ о мощеніи улицъ и устройствѣ освѣщенія въ окраинныхъ кварталахъ. Постановлено ассигновать необходимую сумму изъ запаснаго капитала. Въ засѣданіи присутствовали гласные и представители администраціи, которые высказались за скорѣйшее исполненіе работъ. Редакція получила письмо отъ группы жителей, жалующихся на неисправность водопровода и отсутствіе надлежащаго на дзора за санитарнымъ состояніемъ рынковъ. Намъ сообщаютъ, что въ ближайшее время будетъ открыта новая школа для дѣтей рабочихъ, на что уже собраны пожертвованія. Засѣданіе общества попеченія о бѣдныхъ состоится въ воскресенье въ помѣщеніи городской думы, куда приглашаются всѣ члены и лица, сочувствующія дѣлу. Вчера въ городѣ произошло нѣсколько случаевъ, заслуживающихъ вниманія общества. Полиція приняла мѣры къ розыску виновныхъ, и дѣло передано судебному слѣдователю. По словамъ очевидцевъ, происшествіе случилось около полудня на главной улицѣ, гдѣ собралась большая толпа любопытныхъ. Городская управа обсуждала вопросъ о мощеніи улицъ и устройствѣ освѣщенія въ окраинныхъ кварталахъ. Постановлено ассигновать необходимую сумму изъ запаснаго капитала. Въ засѣданіи присутствовали гласные и представители администраціи, которые высказались за скорѣйшее исполненіе работъ. Редакція получила письмо отъ группы жителей, жалующихся на неисправность водопровода и отсутствіе надлежащаго на [131, 902, 234, 1164]
column-separator [559, 50, 560, 518]
source-mark: (Р. Сл.) [324, 313, 338, 319]
column-2 [131, 50, 234, 1164]
article-text: представители администраціи, которые высказались за скорѣйшее исполненіе работъ. Редакція получила письмо отъ группы жителей, жалующихся на неисправность водопровода и отсутствіе надлежащаго надзора за санитарнымъ состояніемъ рынковъ. Намъ сообщаютъ, что въ ближайшее время будетъ открыта новая школа для дѣтей рабочихъ, на что уже собраны пожертвованія. Засѣданіе общества попеченія о бѣдныхъ состоится въ воскресенье въ помѣщеніи городской думы, куда приглашаются всѣ члены и лица, сочувствующія дѣлу. Вчера въ городѣ произошло нѣсколько случаевъ, заслуживающихъ вниманія общества. Полиція приняла мѣры къ розыску виновныхъ, и дѣло передано судебному слѣдователю. По словамъ очевидцевъ, происшествіе случилось около полудня на главной улицѣ, гдѣ собралась большая толпа любопытныхъ. Городская управа обсуждала вопросъ о мощеніи улицъ и устройствѣ освѣщенія въ окраинныхъ кварталахъ. Постановлено ассигновать необходимую сумму изъ запаснаго капитала. Въ засѣданіи присутствовали гласные и представители администраціи, которые высказались за скорѣйшее исполненіе работъ. Редакція получила письмо отъ группы жителей, жалующихся на неисправность водопровода и отсутствіе надлежащаго надзора за санитарнымъ состояніемъ рынковъ. Намъ сообщаютъ, что въ ближайшее время будетъ открыта новая школа для дѣтей рабочихъ, на что уже собраны пожертвованія. Засѣданіе общества попеченія о бѣдныхъ состоится въ воскресенье въ помѣщеніи городской думы, куда приглашаются всѣ члены и лица, сочувствующія дѣлу. Вчера въ городѣ произошло нѣсколько случаевъ, заслуживающихъ вниманія общества. Полиція приняла мѣры къ розыску виновныхъ, и дѣло передано судебному слѣдователю. По словамъ очевидцевъ, происшествіе случилось около полудня на главной улицѣ, гдѣ собралась большая толпа любопытныхъ. Городская управа обсуждала вопросъ о мощеніи улицъ и устройствѣ освѣщенія въ окраинныхъ кварталахъ. Постановлено ассигновать необходимую сумму изъ запаснаго капитала. Въ засѣданіи присутствовали гласные и [131, 319, 234, 587]
article-text: . Полиція приняла мѣры къ розыску виновныхъ, и дѣло передано судебному слѣдователю. По словамъ очевидцевъ, происшествіе случилось около полудня на главной улицѣ, гдѣ собралась большая толпа любопытныхъ. Городская управа обсуждала вопросъ о мощеніи улицъ и устройствѣ освѣщенія въ окраинныхъ кварталахъ. Постановлено ассигновать необходимую сумму изъ запаснаго капитала. Въ засѣданіи присутствовали гласные и представители администраціи, которые высказались за скорѣйшее исполненіе работъ. Редакція получила письмо отъ группы жителей, жалующихся на неисправность водопровода и отсутствіе надлежащаго надзора за санитарнымъ состояніемъ рынковъ. Намъ сообщаютъ, что въ ближайшее время будетъ открыта новая школа для дѣтей рабочихъ, на что уже собраны пожертвованія. Засѣданіе общества попеченія о бѣдныхъ состоится въ воскресенье въ помѣщеніи городской думы, куда приглашаются всѣ члены и лица, сочувствующія дѣлу. Вчера въ городѣ произошло нѣсколько случаевъ, заслуживающихъ вниманія общества . Полиція приняла мѣры къ розыску виновныхъ, и дѣло передано судебному слѣдователю. По словамъ очевидцевъ, происшествіе случилось около полудня на главной улицѣ, гдѣ собралась большая толпа любопытныхъ. Городская управа обсуждала вопросъ о мощеніи улицъ и устройствѣ освѣщенія въ окраинныхъ кварталахъ. Постановлено ассигновать необходимую сумму изъ запаснаго капитала. Въ засѣданіи присутствовали гласные и представители администраціи, которые высказались за скорѣйшее исполненіе работъ. Редакція получила письмо отъ группы жителей, жалующихся на неисправность водопровода и отсутствіе надлежащаго надзора за санитарнымъ состояніемъ рынковъ. Намъ сообщаютъ, что въ ближайшее время будетъ открыта новая школа для дѣтей рабочихъ, на что уже собраны пожертвованія. Засѣданіе общества попеченія о бѣдныхъ состоится въ воскресенье въ помѣщеніи городской думы, куда приглашаются всѣ члены и лица, сочувствующія дѣлу. Вчера въ городѣ произошло нѣсколько случаевъ, заслуживающихъ вниманія общества [239, 853, 342, 1115]
column-1 [24, 50, 126, 1159]
